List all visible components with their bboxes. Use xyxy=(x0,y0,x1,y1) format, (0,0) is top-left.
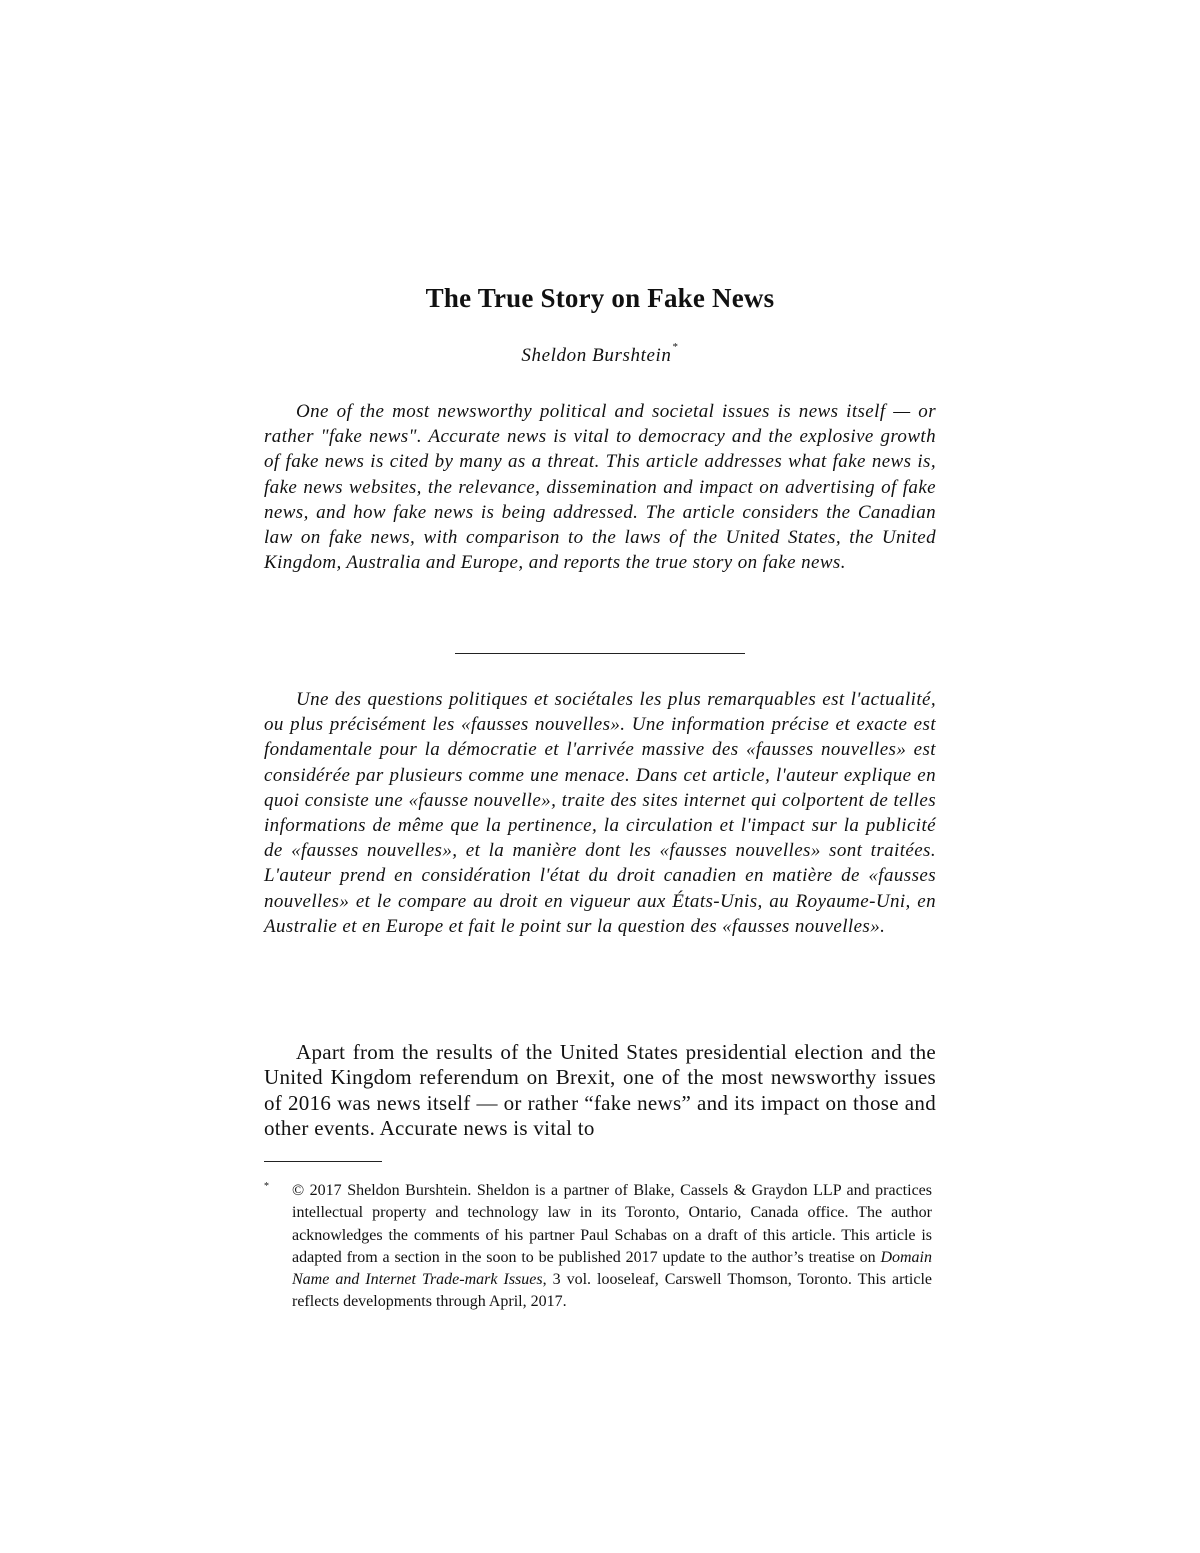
footnote-text-after: , 3 vol. looseleaf, Carswell Thomson, Toronto. This article reflects developments through April, 2017. xyxy=(292,1271,932,1311)
footnote-mark: * xyxy=(264,1181,269,1192)
section-divider xyxy=(455,653,745,654)
article-title: The True Story on Fake News xyxy=(425,283,775,313)
abstract-english: One of the most newsworthy political and societal issues is news itself — or rather "fake news". Accurate news is vital to democracy and the explosive growth of fake news is cited by many as a threat. This article addresses what fake news is, fake news websites, the relevance, dissemination and impact on advertising of fake news, and how fake news is being addressed. The article considers the Canadian law on fake news, with comparison to the laws of the United States, the United Kingdom, Australia and Europe, and reports the true story on fake news. xyxy=(264,401,936,574)
author-byline xyxy=(0,341,1200,367)
author-footnote-mark: * xyxy=(672,341,679,353)
body-paragraph: Apart from the results of the United States presidential election and the United Kingdom referendum on Brexit, one of the most newsworthy issues of 2016 was news itself — or rather “fake news” and its impact on those and other events. Accurate news is vital to xyxy=(264,1040,936,1140)
author-name: Sheldon Burshtein xyxy=(521,345,672,366)
abstract-french: Une des questions politiques et sociétales les plus remarquables est l'actualité, ou plus précisément les «fausses nouvelles». Une information précise et exacte est fondamentale pour la démocratie et l'arrivée massive des «fausses nouvelles» est considérée par plusieurs comme une menace. Dans cet article, l'auteur explique en quoi consiste une «fausse nouvelle», traite des sites internet qui colportent de telles informations de même que la pertinence, la circulation et l'impact sur la publicité de «fausses nouvelles», et la manière dont les «fausses nouvelles» sont traitées. L'auteur prend en considération l'état du droit canadien en matière de «fausses nouvelles» et le compare au droit en vigueur aux États-Unis, au Royaume-Uni, en Australie et en Europe et fait le point sur la question des «fausses nouvelles». xyxy=(264,689,936,937)
footnote-treatise-title: Domain Name and Internet Trade-mark Issues xyxy=(292,1248,932,1289)
footnote-rule xyxy=(264,1161,382,1162)
footnote-text-before: © 2017 Sheldon Burshtein. Sheldon is a partner of Blake, Cassels & Graydon LLP and practices intellectual property and technology law in its Toronto, Ontario, Canada office. The author acknowledges the comments of his partner Paul Schabas on a draft of this article. This article is adapted from a section in the soon to be published 2017 update to the author’s treatise on xyxy=(292,1182,932,1266)
footnote xyxy=(264,1180,936,1314)
footnote-text xyxy=(292,1180,932,1314)
